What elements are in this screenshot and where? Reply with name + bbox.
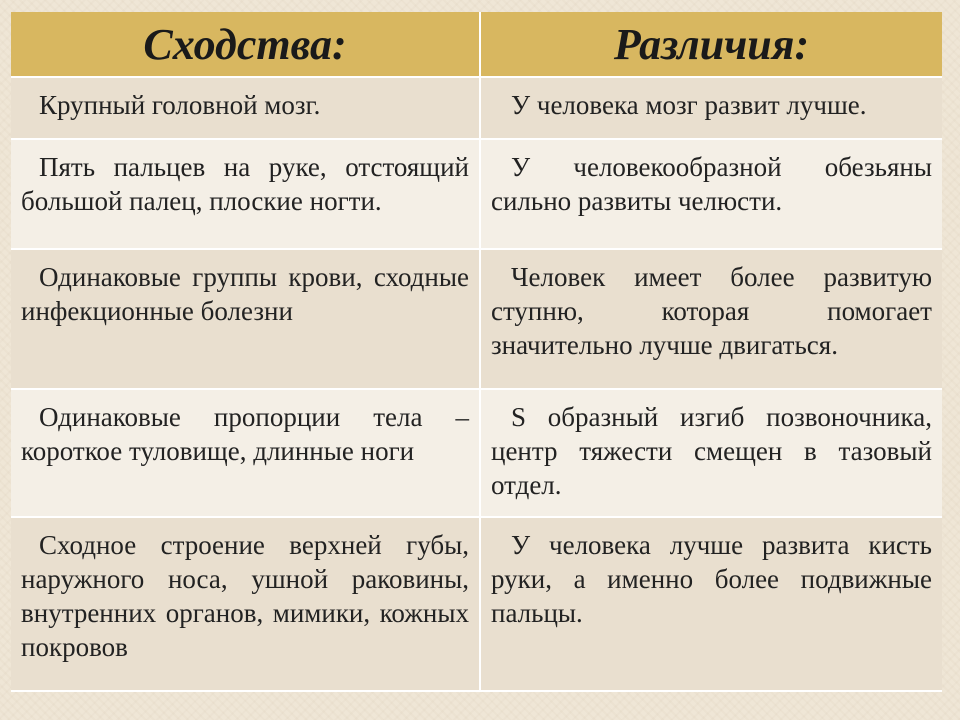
- difference-cell: [480, 517, 942, 691]
- difference-cell: [480, 249, 942, 389]
- difference-text: У человека мозг развит лучше.: [511, 90, 867, 120]
- header-row: [11, 12, 942, 77]
- difference-text: S образный изгиб позвоночника, центр тяжести смещен в тазовый отдел.: [491, 402, 932, 500]
- similarity-cell: [11, 517, 480, 691]
- difference-text: У человека лучше развита кисть руки, а именно более подвижные пальцы.: [491, 530, 932, 628]
- difference-cell: [480, 77, 942, 139]
- similarity-cell: [11, 249, 480, 389]
- table-row: [11, 249, 942, 389]
- comparison-table: [11, 12, 942, 692]
- similarity-cell: [11, 77, 480, 139]
- difference-text: Человек имеет более развитую ступню, которая помогает значительно лучше двигаться.: [491, 262, 932, 360]
- header-similarities: Сходства:: [11, 12, 480, 77]
- similarity-text: Сходное строение верхней губы, наружного носа, ушной раковины, внутренних органов, мимики, кожных покровов: [21, 530, 469, 662]
- table-row: [11, 389, 942, 517]
- difference-text: У человекообразной обезьяны сильно развиты челюсти.: [491, 152, 932, 216]
- similarity-text: Крупный головной мозг.: [39, 90, 321, 120]
- table-row: [11, 139, 942, 249]
- header-differences: Различия:: [480, 12, 942, 77]
- similarity-cell: [11, 139, 480, 249]
- similarity-text: Одинаковые пропорции тела – короткое туловище, длинные ноги: [21, 402, 469, 466]
- similarity-text: Пять пальцев на руке, отстоящий большой палец, плоские ногти.: [21, 152, 469, 216]
- difference-cell: [480, 389, 942, 517]
- similarity-text: Одинаковые группы крови, сходные инфекционные болезни: [21, 262, 469, 326]
- table-row: [11, 77, 942, 139]
- table-row: [11, 517, 942, 691]
- difference-cell: [480, 139, 942, 249]
- similarity-cell: [11, 389, 480, 517]
- comparison-table-container: [11, 12, 942, 692]
